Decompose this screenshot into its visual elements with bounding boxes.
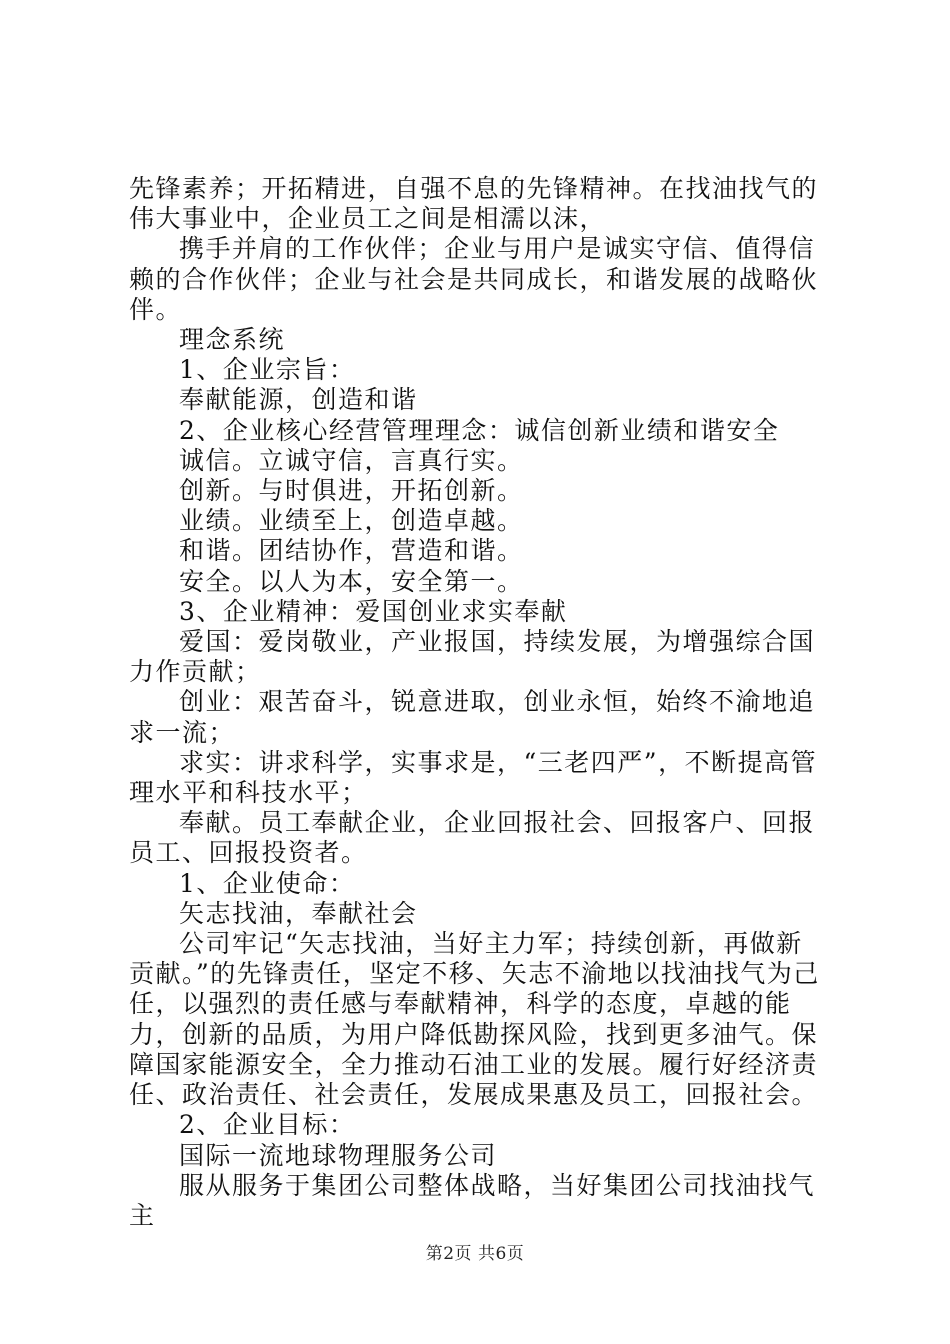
paragraph: 业绩。业绩至上，创造卓越。 bbox=[179, 506, 524, 536]
section-heading: 1、企业使命： bbox=[179, 868, 356, 898]
paragraph: 爱国：爱岗敬业，产业报国，持续发展，为增强综合国力作贡献； bbox=[129, 627, 816, 687]
section-heading: 理念系统 bbox=[179, 325, 286, 355]
paragraph: 先锋素养；开拓精进，自强不息的先锋精神。在找油找气的伟大事业中，企业员工之间是相濡以沫， bbox=[129, 174, 819, 234]
section-heading: 2、企业核心经营管理理念：诚信创新业绩和谐安全 bbox=[179, 415, 780, 445]
section-heading: 2、企业目标： bbox=[179, 1110, 356, 1140]
paragraph: 和谐。团结协作，营造和谐。 bbox=[179, 536, 524, 566]
paragraph: 奉献。员工奉献企业，企业回报社会、回报客户、回报员工、回报投资者。 bbox=[129, 808, 816, 868]
section-heading: 1、企业宗旨： bbox=[179, 355, 356, 385]
document-body bbox=[129, 174, 829, 1231]
paragraph: 安全。以人为本，安全第一。 bbox=[179, 566, 524, 596]
paragraph: 创新。与时俱进，开拓创新。 bbox=[179, 476, 524, 506]
page-number: 第2页 共6页 bbox=[425, 1244, 525, 1264]
paragraph: 公司牢记“矢志找油，当好主力军；持续创新，再做新贡献。”的先锋责任，坚定不移、矢志不渝地以找油找气为己任，以强烈的责任感与奉献精神，科学的态度，卓越的能力，创新的品质，为用户降低勘探风险，找到更多油气。保障国家能源安全，全力推动石油工业的发展。履行好经济责任、政治责任、社会责任，发展成果惠及员工，回报社会。 bbox=[129, 929, 820, 1110]
paragraph: 奉献能源，创造和谐 bbox=[179, 385, 418, 415]
paragraph: 国际一流地球物理服务公司 bbox=[179, 1140, 498, 1170]
section-heading: 3、企业精神：爱国创业求实奉献 bbox=[179, 596, 568, 626]
paragraph: 诚信。立诚守信，言真行实。 bbox=[179, 445, 524, 475]
page-footer bbox=[0, 1244, 950, 1264]
paragraph: 矢志找油，奉献社会 bbox=[179, 898, 418, 928]
paragraph: 创业：艰苦奋斗，锐意进取，创业永恒，始终不渝地追求一流； bbox=[129, 687, 816, 747]
paragraph: 携手并肩的工作伙伴；企业与用户是诚实守信、值得信赖的合作伙伴；企业与社会是共同成长，和谐发展的战略伙伴。 bbox=[129, 234, 819, 324]
paragraph: 求实：讲求科学，实事求是，“三老四严”，不断提高管理水平和科技水平； bbox=[129, 747, 818, 808]
paragraph: 服从服务于集团公司整体战略，当好集团公司找油找气主 bbox=[129, 1170, 816, 1230]
